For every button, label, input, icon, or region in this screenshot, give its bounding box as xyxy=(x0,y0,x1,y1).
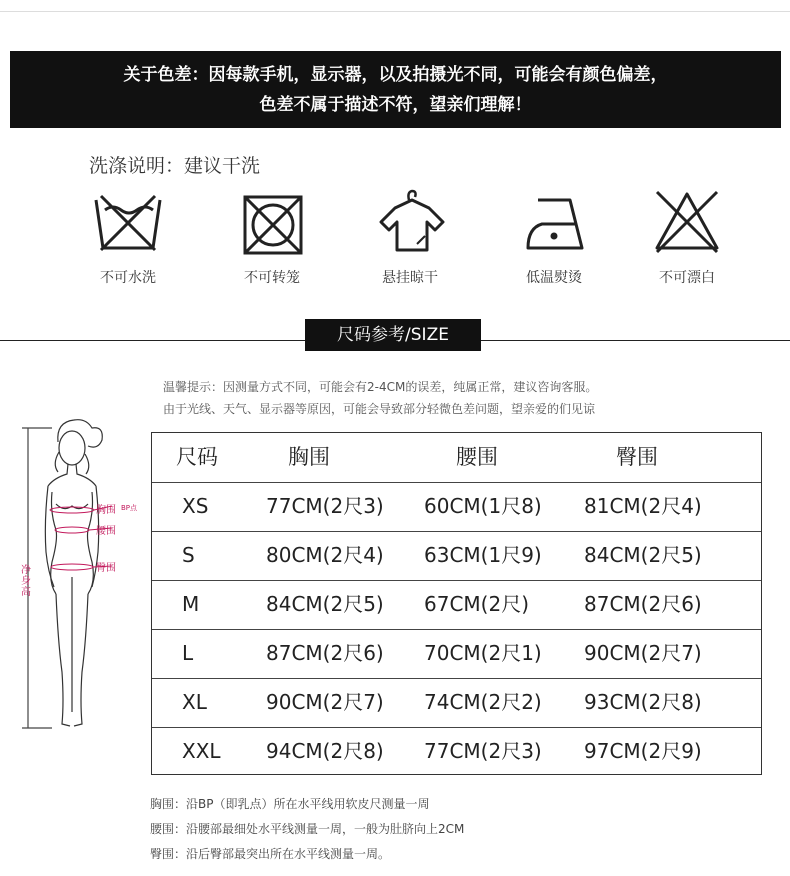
no-tumble-dry-label: 不可转笼 xyxy=(244,270,300,286)
size-cell: L xyxy=(182,641,194,665)
hip-measure-note: 臀围：沿后臀部最突出所在水平线测量一周。 xyxy=(150,847,391,861)
no-tumble-dry-icon xyxy=(242,194,304,256)
figure-bp-label: BP点 xyxy=(121,504,138,512)
bust-cell: 80CM(2尺4) xyxy=(266,543,384,567)
hip-cell: 81CM(2尺4) xyxy=(584,494,702,518)
low-iron-label: 低温熨烫 xyxy=(526,270,582,286)
bust-cell: 94CM(2尺8) xyxy=(266,739,384,763)
waist-cell: 77CM(2尺3) xyxy=(424,739,542,763)
waist-cell: 60CM(1尺8) xyxy=(424,494,542,518)
wash-instructions-title: 洗涤说明：建议干洗 xyxy=(89,155,261,177)
low-iron-icon xyxy=(524,196,586,252)
waist-cell: 74CM(2尺2) xyxy=(424,690,542,714)
size-cell: XS xyxy=(182,494,209,518)
top-divider xyxy=(0,11,790,12)
bust-measure-note: 胸围：沿BP（即乳点）所在水平线用软皮尺测量一周 xyxy=(150,797,430,811)
no-bleach-label: 不可漂白 xyxy=(659,270,715,286)
waist-cell: 70CM(2尺1) xyxy=(424,641,542,665)
size-cell: XXL xyxy=(182,739,221,763)
table-row xyxy=(152,482,761,532)
banner-line-2: 色差不属于描述不符，望亲们理解！ xyxy=(259,95,532,115)
figure-bust-label: 胸围 xyxy=(96,505,116,516)
hip-cell: 84CM(2尺5) xyxy=(584,543,702,567)
bust-cell: 84CM(2尺5) xyxy=(266,592,384,616)
no-bleach-icon xyxy=(653,188,721,254)
figure-height-label: 净身高 xyxy=(21,565,31,598)
hang-dry-label: 悬挂晾干 xyxy=(382,270,438,286)
waist-cell: 67CM(2尺) xyxy=(424,592,529,616)
size-section-tab: 尺码参考/SIZE xyxy=(305,319,481,351)
hang-dry-icon xyxy=(377,188,447,254)
figure-waist-label: 腰围 xyxy=(96,526,116,537)
size-cell: M xyxy=(182,592,200,616)
size-cell: S xyxy=(182,543,195,567)
color-tip: 由于光线、天气、显示器等原因，可能会导致部分轻微色差问题，望亲爱的们见谅 xyxy=(163,402,596,416)
bust-cell: 77CM(2尺3) xyxy=(266,494,384,518)
table-row xyxy=(152,580,761,630)
no-wash-label: 不可水洗 xyxy=(100,270,156,286)
header-hip: 臀围 xyxy=(616,445,658,469)
table-row xyxy=(152,678,761,728)
size-cell: XL xyxy=(182,690,207,714)
measurement-tip: 温馨提示：因测量方式不同，可能会有2-4CM的误差，纯属正常，建议咨询客服。 xyxy=(163,380,598,394)
waist-measure-note: 腰围：沿腰部最细处水平线测量一周，一般为肚脐向上2CM xyxy=(150,822,465,836)
figure-hip-label: 臀围 xyxy=(96,563,116,574)
size-chart-table xyxy=(151,432,762,775)
bust-cell: 90CM(2尺7) xyxy=(266,690,384,714)
hip-cell: 93CM(2尺8) xyxy=(584,690,702,714)
header-bust: 胸围 xyxy=(288,445,330,469)
no-wash-icon xyxy=(93,186,163,254)
banner-line-1: 关于色差：因每款手机，显示器，以及拍摄光不同，可能会有颜色偏差， xyxy=(123,65,668,85)
header-size: 尺码 xyxy=(176,445,218,469)
hip-cell: 87CM(2尺6) xyxy=(584,592,702,616)
waist-cell: 63CM(1尺9) xyxy=(424,543,542,567)
table-row xyxy=(152,531,761,581)
table-row xyxy=(152,629,761,679)
hip-cell: 97CM(2尺9) xyxy=(584,739,702,763)
header-waist: 腰围 xyxy=(456,445,498,469)
table-header-row xyxy=(152,433,761,483)
color-disclaimer-banner xyxy=(10,51,781,128)
body-measurement-figure xyxy=(12,412,152,737)
table-row xyxy=(152,727,761,776)
bust-cell: 87CM(2尺6) xyxy=(266,641,384,665)
hip-cell: 90CM(2尺7) xyxy=(584,641,702,665)
